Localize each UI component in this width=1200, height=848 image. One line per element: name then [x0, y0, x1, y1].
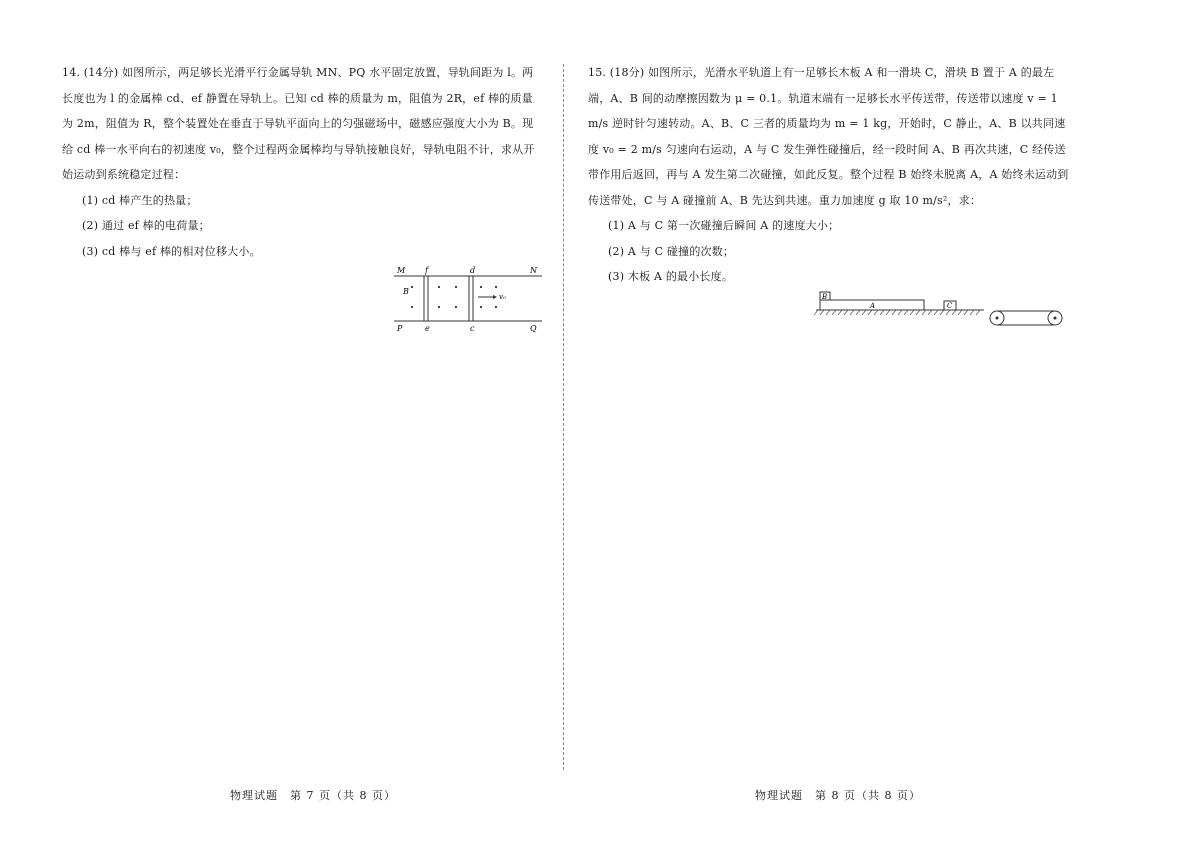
label-v0: v₀ — [499, 293, 506, 301]
label-b: B — [403, 287, 409, 296]
label-b: B — [822, 293, 828, 301]
page-footer-7: 物理试题 第 7 页（共 8 页） — [230, 789, 396, 802]
label-n: N — [530, 266, 537, 275]
label-f: f — [425, 266, 428, 275]
pulley-right-center — [1054, 317, 1057, 320]
question-15 — [588, 60, 1070, 290]
q15-track-figure — [814, 290, 1068, 328]
page-footer-8: 物理试题 第 8 页（共 8 页） — [755, 789, 921, 802]
q14-rail-figure — [392, 264, 544, 334]
label-m: M — [397, 266, 406, 275]
rod-cd — [469, 276, 473, 321]
q14-part-1: (1) cd 棒产生的热量； — [82, 193, 198, 207]
rod-ef — [424, 276, 428, 321]
q15-part-3: (3) 木板 A 的最小长度。 — [608, 270, 734, 283]
page-divider — [563, 64, 564, 770]
label-d: d — [470, 266, 476, 275]
q15-part-2: (2) A 与 C 碰撞的次数； — [608, 244, 735, 258]
label-p: P — [397, 324, 403, 333]
q14-stem: 14. (14分) 如图所示，两足够长光滑平行金属导轨 MN、PQ 水平固定放置，导轨间距为 l。两长度也为 l 的金属棒 cd、ef 静置在导轨上。已知 cd 棒的质量为 m，阻值为 2R，ef 棒的质量为 2m，阻值为 R，整个装置处在垂直于导轨平面向上的匀强磁场中，磁感应强度大小为 B。现给 cd 棒一水平向右的初速度 v₀，整个过程两金属棒均与导轨接触良好，导轨电阻不计，求从开始运动到系统稳定过程： — [62, 66, 535, 181]
q14-part-3: (3) cd 棒与 ef 棒的相对位移大小。 — [82, 244, 261, 258]
label-e: e — [425, 324, 430, 333]
q15-part-1: (1) A 与 C 第一次碰撞后瞬间 A 的速度大小； — [608, 219, 840, 232]
q15-stem: 15. (18分) 如图所示，光滑水平轨道上有一足够长木板 A 和一滑块 C，滑块 B 置于 A 的最左端，A、B 间的动摩擦因数为 μ = 0.1。轨道末端有一足够长水平传送带，传送带以速度 v = 1 m/s 逆时针匀速转动。A、B、C 三者的质量均为 m = 1 kg，开始时，C 静止，A、B 以共同速度 v₀ = 2 m/s 匀速向右运动，A 与 C 发生弹性碰撞后，经一段时间 A、B 再次共速，C 经传送带作用后返回，再与 A 发生第二次碰撞，如此反复。整个过程 B 始终未脱离 A，A 始终未运动到传送带处，C 与 A 碰撞前 A、B 先达到共速。重力加速度 g 取 10 m/s²，求： — [588, 66, 1069, 207]
q14-part-2: (2) 通过 ef 棒的电荷量； — [82, 219, 210, 232]
label-q: Q — [530, 324, 537, 333]
ground-hatching — [814, 310, 980, 315]
question-14 — [62, 60, 544, 264]
pulley-left-center — [996, 317, 999, 320]
conveyor-belt — [990, 311, 1062, 325]
label-c: C — [947, 302, 953, 310]
label-c: c — [470, 324, 475, 333]
label-a: A — [870, 302, 876, 310]
